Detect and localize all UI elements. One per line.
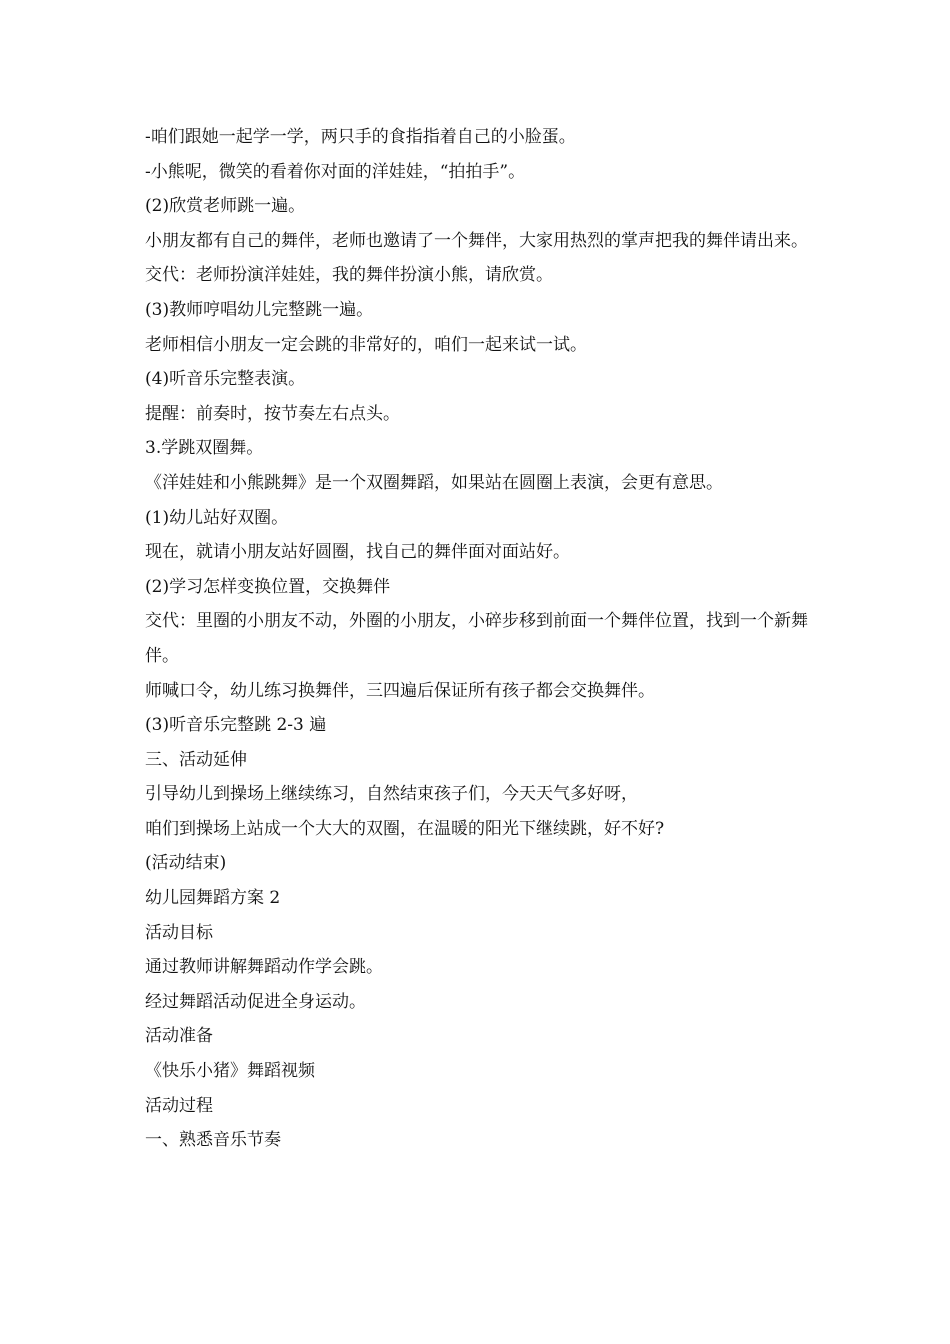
paragraph: 师喊口令，幼儿练习换舞伴，三四遍后保证所有孩子都会交换舞伴。 xyxy=(145,680,655,701)
paragraph: -咱们跟她一起学一学，两只手的食指指着自己的小脸蛋。 xyxy=(145,127,576,147)
document-body xyxy=(145,120,810,1158)
paragraph: (2)学习怎样变换位置，交换舞伴 xyxy=(145,576,391,597)
paragraph: (1)幼儿站好双圈。 xyxy=(145,507,289,528)
paragraph: 3.学跳双圈舞。 xyxy=(145,438,264,459)
paragraph: 经过舞蹈活动促进全身运动。 xyxy=(145,991,366,1012)
section-heading: 活动过程 xyxy=(145,1095,213,1116)
paragraph: 交代：老师扮演洋娃娃，我的舞伴扮演小熊，请欣赏。 xyxy=(145,265,553,286)
paragraph: 咱们到操场上站成一个大大的双圈，在温暖的阳光下继续跳，好不好? xyxy=(145,818,665,839)
paragraph: 《快乐小猪》舞蹈视频 xyxy=(145,1061,315,1082)
paragraph: 老师相信小朋友一定会跳的非常好的，咱们一起来试一试。 xyxy=(145,334,587,355)
section-heading: 一、熟悉音乐节奏 xyxy=(145,1130,281,1151)
paragraph: 《洋娃娃和小熊跳舞》是一个双圈舞蹈，如果站在圆圈上表演，会更有意思。 xyxy=(145,472,723,493)
paragraph: (3)教师哼唱幼儿完整跳一遍。 xyxy=(145,299,374,320)
section-heading: 活动目标 xyxy=(145,922,213,943)
paragraph: (活动结束) xyxy=(145,853,227,874)
paragraph: 小朋友都有自己的舞伴，老师也邀请了一个舞伴，大家用热烈的掌声把我的舞伴请出来。 xyxy=(145,230,808,251)
paragraph: 交代：里圈的小朋友不动，外圈的小朋友，小碎步移到前面一个舞伴位置，找到一个新舞伴。 xyxy=(145,611,808,666)
paragraph: -小熊呢，微笑的看着你对面的洋娃娃，“拍拍手”。 xyxy=(145,161,526,182)
paragraph: (4)听音乐完整表演。 xyxy=(145,369,306,390)
paragraph: (2)欣赏老师跳一遍。 xyxy=(145,196,306,217)
section-heading: 三、活动延伸 xyxy=(145,749,247,770)
paragraph: (3)听音乐完整跳 2-3 遍 xyxy=(145,715,327,736)
paragraph: 通过教师讲解舞蹈动作学会跳。 xyxy=(145,957,383,978)
section-heading: 活动准备 xyxy=(145,1026,213,1047)
paragraph: 提醒：前奏时，按节奏左右点头。 xyxy=(145,403,400,424)
document-title: 幼儿园舞蹈方案 2 xyxy=(145,888,281,909)
paragraph: 现在，就请小朋友站好圆圈，找自己的舞伴面对面站好。 xyxy=(145,542,570,563)
paragraph: 引导幼儿到操场上继续练习，自然结束孩子们，今天天气多好呀， xyxy=(145,784,638,805)
